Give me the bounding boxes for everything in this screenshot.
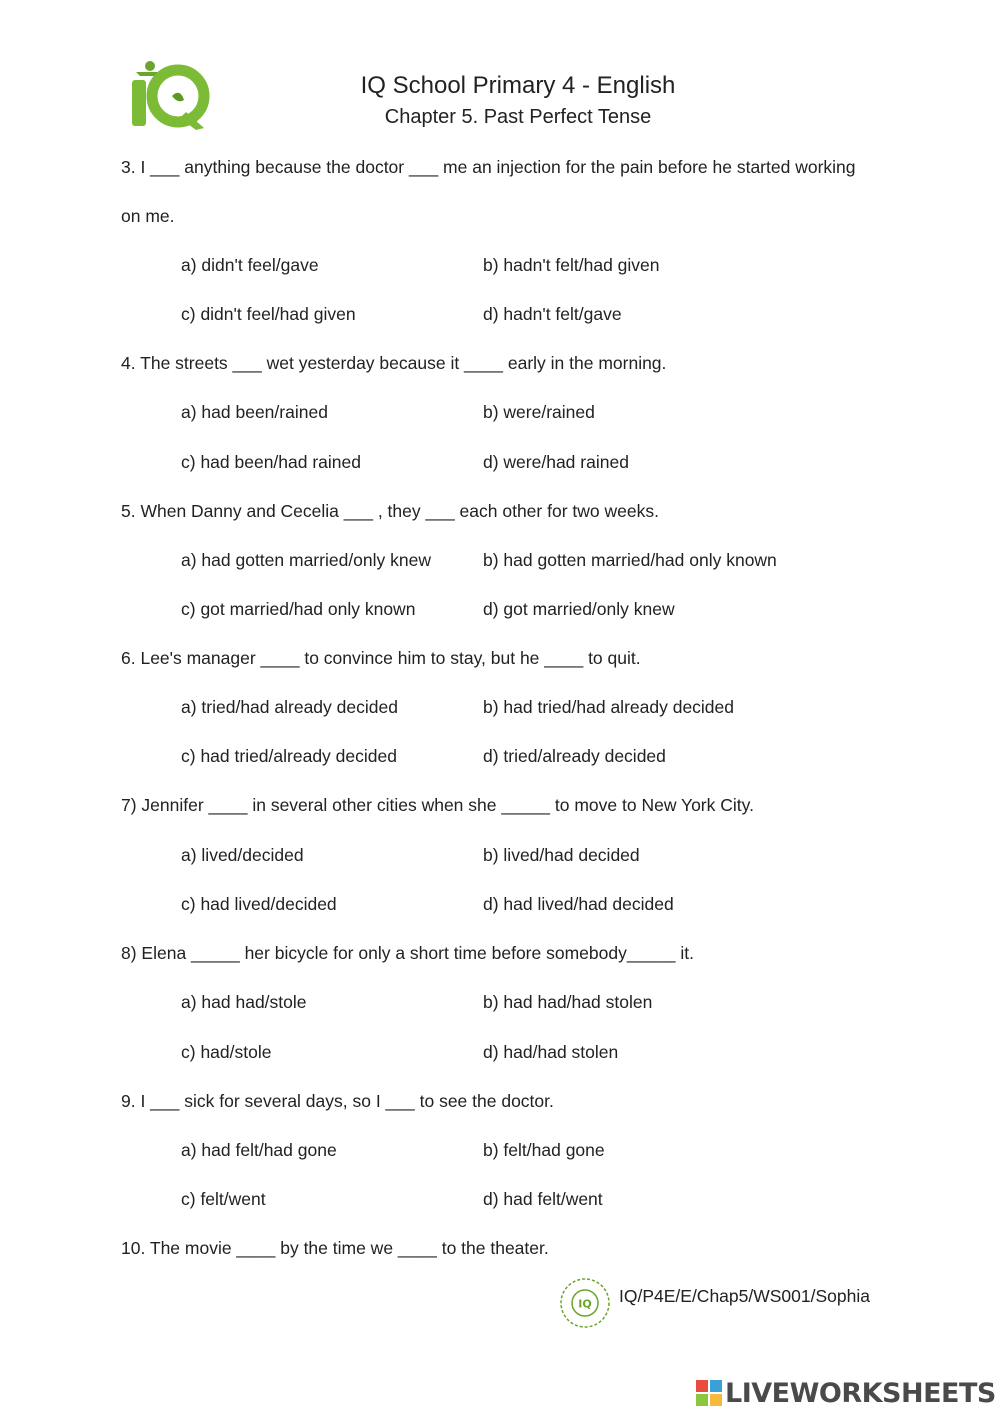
worksheet-subtitle: Chapter 5. Past Perfect Tense [384,106,652,128]
question-4-option-d[interactable]: d) were/had rained [483,452,629,472]
question-4-option-a[interactable]: a) had been/rained [181,402,328,422]
question-9-option-a[interactable]: a) had felt/had gone [181,1140,337,1160]
question-9-text: 9. I ___ sick for several days, so I ___ to see the doctor. [121,1091,554,1111]
question-4-option-b[interactable]: b) were/rained [483,402,595,422]
question-5-option-a[interactable]: a) had gotten married/only knew [181,550,431,570]
question-7-option-b[interactable]: b) lived/had decided [483,845,640,865]
question-8-text: 8) Elena _____ her bicycle for only a short time before somebody_____ it. [121,943,694,963]
question-5-option-d[interactable]: d) got married/only knew [483,599,675,619]
question-3-option-c[interactable]: c) didn't feel/had given [181,304,356,324]
question-7-option-c[interactable]: c) had lived/decided [181,894,337,914]
svg-text:IQ: IQ [578,1297,592,1311]
question-6-text: 6. Lee's manager ____ to convince him to stay, but he ____ to quit. [121,648,641,668]
question-5-option-c[interactable]: c) got married/had only known [181,599,416,619]
question-8-option-b[interactable]: b) had had/had stolen [483,992,653,1012]
question-7-option-d[interactable]: d) had lived/had decided [483,894,674,914]
question-3-text-cont: on me. [121,206,175,226]
question-8-option-c[interactable]: c) had/stole [181,1042,272,1062]
question-8-option-d[interactable]: d) had/had stolen [483,1042,619,1062]
question-6-option-a[interactable]: a) tried/had already decided [181,697,398,717]
question-9-option-d[interactable]: d) had felt/went [483,1189,603,1209]
question-9-option-b[interactable]: b) felt/had gone [483,1140,605,1160]
question-7-option-a[interactable]: a) lived/decided [181,845,304,865]
question-6-option-c[interactable]: c) had tried/already decided [181,746,397,766]
question-5-option-b[interactable]: b) had gotten married/had only known [483,550,777,570]
question-6-option-d[interactable]: d) tried/already decided [483,746,666,766]
question-3-option-a[interactable]: a) didn't feel/gave [181,255,319,275]
question-4-option-c[interactable]: c) had been/had rained [181,452,361,472]
worksheet-code: IQ/P4E/E/Chap5/WS001/Sophia [619,1286,870,1306]
question-5-text: 5. When Danny and Cecelia ___ , they ___ each other for two weeks. [121,501,659,521]
question-4-text: 4. The streets ___ wet yesterday because it ____ early in the morning. [121,353,667,373]
question-3-text: 3. I ___ anything because the doctor ___ me an injection for the pain before he started working [121,157,856,177]
liveworksheets-brand [696,1377,996,1409]
question-3-option-d[interactable]: d) hadn't felt/gave [483,304,622,324]
academic-approved-stamp-icon [559,1277,611,1329]
question-8-option-a[interactable]: a) had had/stole [181,992,307,1012]
question-6-option-b[interactable]: b) had tried/had already decided [483,697,735,717]
question-3-option-b[interactable]: b) hadn't felt/had given [483,255,660,275]
question-10-text: 10. The movie ____ by the time we ____ to the theater. [121,1238,549,1258]
question-7-text: 7) Jennifer ____ in several other cities when she _____ to move to New York City. [121,795,754,815]
iq-school-logo [120,58,210,132]
liveworksheets-logo-icon [696,1380,722,1406]
question-9-option-c[interactable]: c) felt/went [181,1189,266,1209]
liveworksheets-wordmark: LIVEWORKSHEETS [725,1377,996,1409]
worksheet-title: IQ School Primary 4 - English [360,72,676,99]
